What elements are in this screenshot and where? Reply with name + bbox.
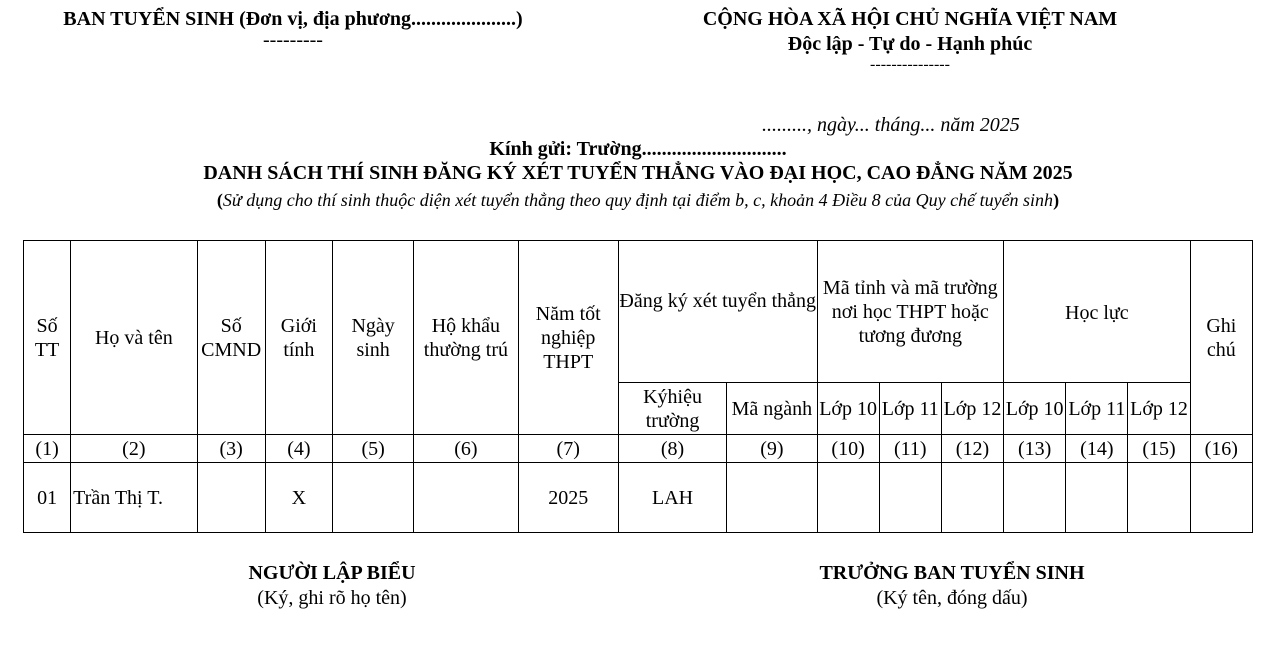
column-number: (16): [1190, 435, 1252, 463]
cell-performance-grade-10: [1004, 463, 1066, 533]
column-number: (7): [518, 435, 618, 463]
subtitle-close-paren: ): [1053, 190, 1060, 210]
cell-stt: 01: [24, 463, 71, 533]
column-number: (3): [197, 435, 265, 463]
cell-school-grade-10: [817, 463, 879, 533]
agency-header: [18, 8, 568, 49]
agency-title: BAN TUYỂN SINH (Đơn vị, địa phương.....................): [63, 8, 523, 30]
preparer-title: NGƯỜI LẬP BIỂU: [248, 562, 416, 584]
header-academic-performance: Học lực: [1004, 241, 1191, 383]
subtitle-open-paren: (: [216, 190, 223, 210]
date-line: ........., ngày... tháng... năm 2025: [762, 114, 1020, 136]
cell-residence: [414, 463, 518, 533]
header-residence: Hộ khẩu thường trú: [414, 241, 518, 435]
column-number: (4): [265, 435, 332, 463]
header-full-name: Họ và tên: [71, 241, 197, 435]
country-name: CỘNG HÒA XÃ HỘI CHỦ NGHĨA VIỆT NAM: [702, 8, 1118, 30]
header-stt: Số TT: [24, 241, 71, 435]
header-school-grade-11: Lớp 11: [879, 383, 941, 435]
header-notes: Ghi chú: [1190, 241, 1252, 435]
header-major-code: Mã ngành: [727, 383, 817, 435]
column-number-row: [24, 435, 1253, 463]
column-number: (11): [879, 435, 941, 463]
cell-major-code: [727, 463, 817, 533]
motto-divider: ---------------: [870, 56, 950, 73]
header-direct-admission: Đăng ký xét tuyển thẳng: [618, 241, 817, 383]
board-head-title: TRƯỞNG BAN TUYỂN SINH: [819, 562, 1085, 584]
column-number: (10): [817, 435, 879, 463]
header-school-grade-10: Lớp 10: [817, 383, 879, 435]
cell-full-name: Trần Thị T.: [71, 463, 197, 533]
board-head-note: (Ký tên, đóng dấu): [876, 587, 1028, 609]
header-school-symbol: Kýhiệu trường: [618, 383, 726, 435]
header-birth-date: Ngày sinh: [332, 241, 413, 435]
preparer-note: (Ký, ghi rõ họ tên): [257, 587, 407, 609]
header-gender: Giới tính: [265, 241, 332, 435]
column-number: (6): [414, 435, 518, 463]
header-performance-grade-12: Lớp 12: [1128, 383, 1190, 435]
header-graduation-year: Năm tốt nghiệp THPT: [518, 241, 618, 435]
cell-id-number: [197, 463, 265, 533]
column-number: (13): [1004, 435, 1066, 463]
document-subtitle: [0, 190, 1272, 211]
document-title: DANH SÁCH THÍ SINH ĐĂNG KÝ XÉT TUYỂN THẲNG VÀO ĐẠI HỌC, CAO ĐẲNG NĂM 2025: [203, 162, 1073, 184]
table-row: [24, 463, 1253, 533]
cell-school-symbol: LAH: [618, 463, 726, 533]
column-number: (8): [618, 435, 726, 463]
header-performance-grade-10: Lớp 10: [1004, 383, 1066, 435]
column-number: (1): [24, 435, 71, 463]
candidate-list-table: [23, 240, 1253, 533]
cell-performance-grade-11: [1066, 463, 1128, 533]
column-number: (12): [941, 435, 1003, 463]
cell-birth-date: [332, 463, 413, 533]
header-school-code: Mã tỉnh và mã trường nơi học THPT hoặc tương đương: [817, 241, 1004, 383]
header-school-grade-12: Lớp 12: [941, 383, 1003, 435]
cell-school-grade-12: [941, 463, 1003, 533]
cell-notes: [1190, 463, 1252, 533]
cell-gender: X: [265, 463, 332, 533]
column-number: (9): [727, 435, 817, 463]
column-number: (14): [1066, 435, 1128, 463]
board-head-signature-block: [752, 562, 1152, 611]
column-number: (15): [1128, 435, 1190, 463]
cell-graduation-year: 2025: [518, 463, 618, 533]
header-performance-grade-11: Lớp 11: [1066, 383, 1128, 435]
header-id-number: Số CMND: [197, 241, 265, 435]
national-header: [640, 8, 1180, 73]
national-motto: Độc lập - Tự do - Hạnh phúc: [787, 33, 1033, 55]
column-number: (5): [332, 435, 413, 463]
cell-school-grade-11: [879, 463, 941, 533]
subtitle-text: Sử dụng cho thí sinh thuộc diện xét tuyển thẳng theo quy định tại điểm b, c, khoản 4 Điều 8 của Quy chế tuyển sinh: [222, 190, 1054, 210]
cell-performance-grade-12: [1128, 463, 1190, 533]
addressee: Kính gửi: Trường.............................: [489, 138, 787, 160]
agency-divider: ---------: [263, 29, 323, 51]
column-number: (2): [71, 435, 197, 463]
preparer-signature-block: [182, 562, 482, 611]
